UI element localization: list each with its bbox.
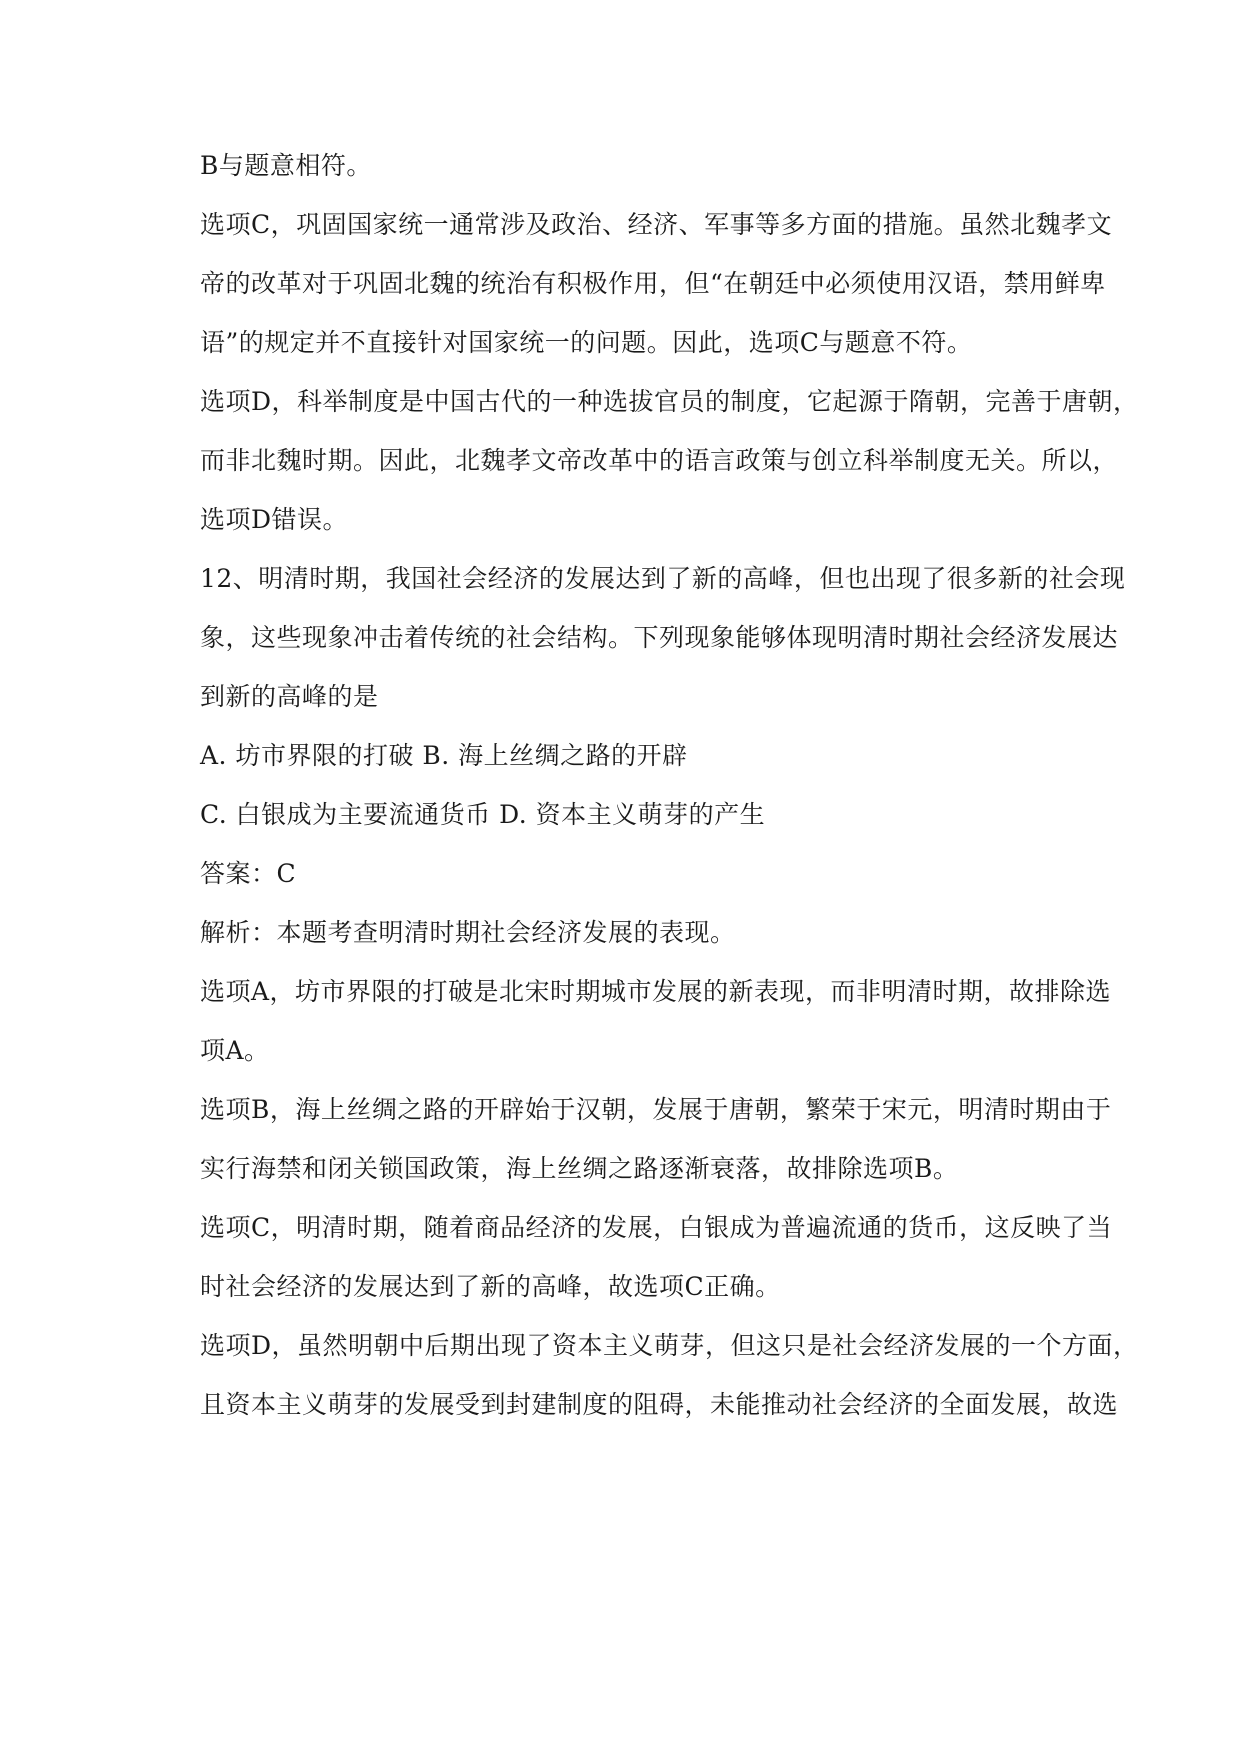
question-12: 12、明清时期，我国社会经济的发展达到了新的高峰，但也出现了很多新的社会现 bbox=[200, 564, 1126, 593]
options-c-d: C. 白银成为主要流通货币 D. 资本主义萌芽的产生 bbox=[200, 800, 766, 829]
text-line: 而非北魏时期。因此，北魏孝文帝改革中的语言政策与创立科举制度无关。所以， bbox=[200, 446, 1119, 475]
text-line: 选项C，巩固国家统一通常涉及政治、经济、军事等多方面的措施。虽然北魏孝文 bbox=[200, 210, 1113, 239]
text-line: 选项C，明清时期，随着商品经济的发展，白银成为普遍流通的货币，这反映了当 bbox=[200, 1213, 1113, 1242]
analysis: 解析：本题考查明清时期社会经济发展的表现。 bbox=[200, 918, 736, 947]
text-line: 选项D，科举制度是中国古代的一种选拔官员的制度，它起源于隋朝，完善于唐朝， bbox=[200, 387, 1139, 416]
text-line: 项A。 bbox=[200, 1036, 270, 1065]
text-line: 象，这些现象冲击着传统的社会结构。下列现象能够体现明清时期社会经济发展达 bbox=[200, 623, 1119, 652]
text-line: 帝的改革对于巩固北魏的统治有积极作用，但“在朝廷中必须使用汉语，禁用鲜卑 bbox=[200, 269, 1106, 298]
text-line: 选项B，海上丝绸之路的开辟始于汉朝，发展于唐朝，繁荣于宋元，明清时期由于 bbox=[200, 1095, 1112, 1124]
answer: 答案：C bbox=[200, 859, 297, 888]
text-line: 语”的规定并不直接针对国家统一的问题。因此，选项C与题意不符。 bbox=[200, 328, 973, 357]
text-line: 到新的高峰的是 bbox=[200, 682, 379, 711]
text-line: 且资本主义萌芽的发展受到封建制度的阻碍，未能推动社会经济的全面发展，故选 bbox=[200, 1390, 1119, 1419]
text-line: 选项D错误。 bbox=[200, 505, 349, 534]
text-line: B与题意相符。 bbox=[200, 151, 372, 180]
options-a-b: A. 坊市界限的打破 B. 海上丝绸之路的开辟 bbox=[200, 741, 688, 770]
text-line: 实行海禁和闭关锁国政策，海上丝绸之路逐渐衰落，故排除选项B。 bbox=[200, 1154, 959, 1183]
text-line: 选项D，虽然明朝中后期出现了资本主义萌芽，但这只是社会经济发展的一个方面， bbox=[200, 1331, 1139, 1360]
text-line: 时社会经济的发展达到了新的高峰，故选项C正确。 bbox=[200, 1272, 781, 1301]
text-line: 选项A，坊市界限的打破是北宋时期城市发展的新表现，而非明清时期，故排除选 bbox=[200, 977, 1112, 1006]
